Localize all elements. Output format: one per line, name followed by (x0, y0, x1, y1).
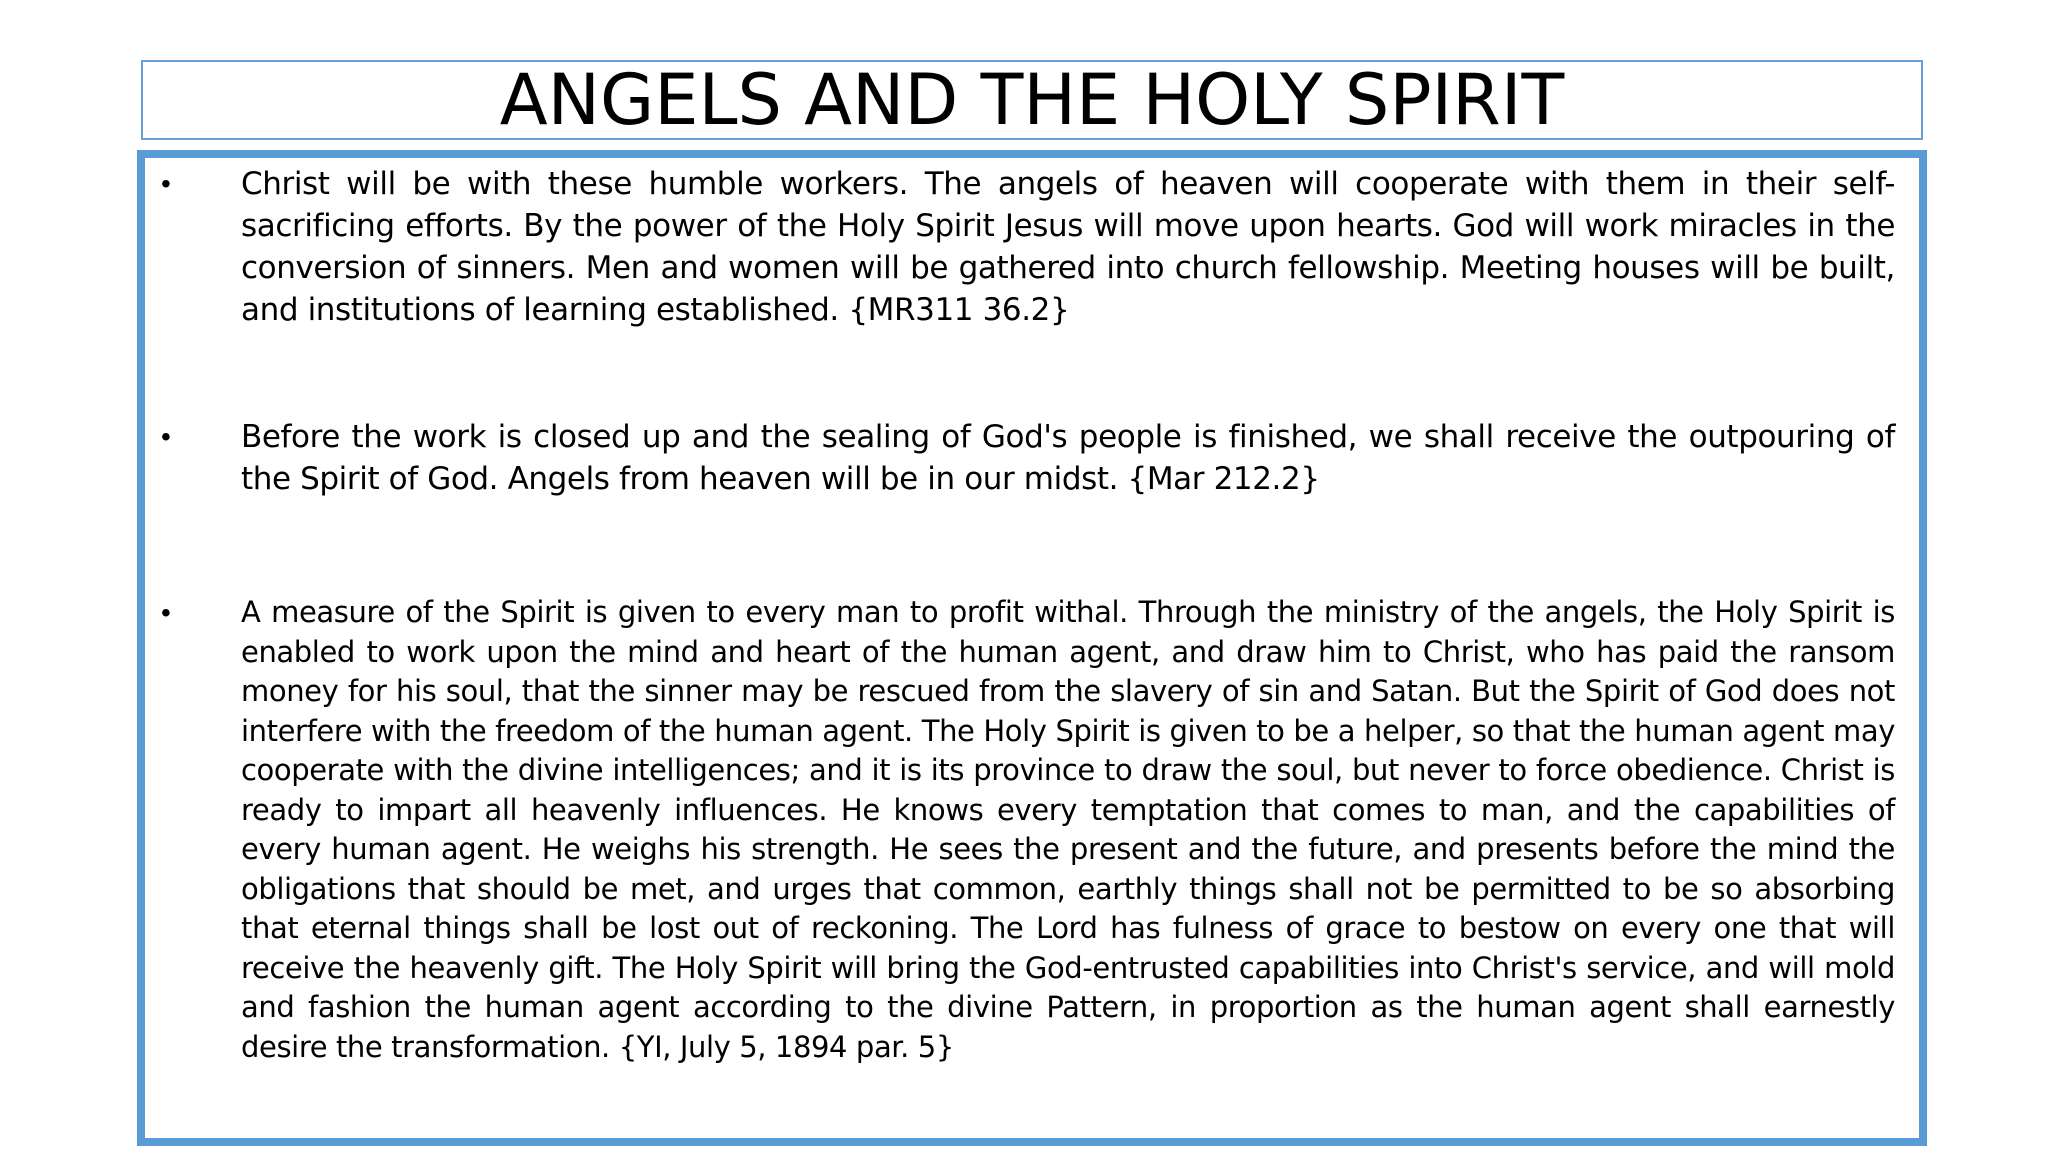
slide-title: ANGELS AND THE HOLY SPIRIT (499, 59, 1565, 141)
title-box (141, 60, 1923, 140)
bullet-text: Christ will be with these humble workers. The angels of heaven will cooperate with them in their self-sacrificing efforts. By the power of the Holy Spirit Jesus will move upon hearts. God will work miracles in the conversion of sinners. Men and women will be gathered into church fellowship. Meeting houses will be built, and institutions of learning established. {MR311 36.2} (241, 166, 1895, 328)
bullet-icon: • (161, 421, 171, 452)
bullet-item (161, 163, 1895, 331)
bullet-item (161, 416, 1895, 500)
bullet-icon: • (161, 597, 171, 628)
bullet-item (161, 593, 1895, 1067)
content-box (137, 150, 1927, 1146)
bullet-text: A measure of the Spirit is given to every man to profit withal. Through the ministry of the angels, the Holy Spirit is enabled to work upon the mind and heart of the human agent, and draw him to Christ, who has paid the ransom money for his soul, that the sinner may be rescued from the slavery of sin and Satan. But the Spirit of God does not interfere with the freedom of the human agent. The Holy Spirit is given to be a helper, so that the human agent may cooperate with the divine intelligences; and it is its province to draw the soul, but never to force obedience. Christ is ready to impart all heavenly influences. He knows every temptation that comes to man, and the capabilities of every human agent. He weighs his strength. He sees the present and the future, and presents before the mind the obligations that should be met, and urges that common, earthly things shall not be permitted to be so absorbing that eternal things shall be lost out of reckoning. The Lord has fulness of grace to bestow on every one that will receive the heavenly gift. The Holy Spirit will bring the God-entrusted capabilities into Christ's service, and will mold and fashion the human agent according to the divine Pattern, in proportion as the human agent shall earnestly desire the transformation. {YI, July 5, 1894 par. 5} (241, 595, 1895, 1064)
bullet-text: Before the work is closed up and the sealing of God's people is finished, we shall receive the outpouring of the Spirit of God. Angels from heaven will be in our midst. {Mar 212.2} (241, 419, 1895, 497)
bullet-icon: • (161, 168, 171, 199)
